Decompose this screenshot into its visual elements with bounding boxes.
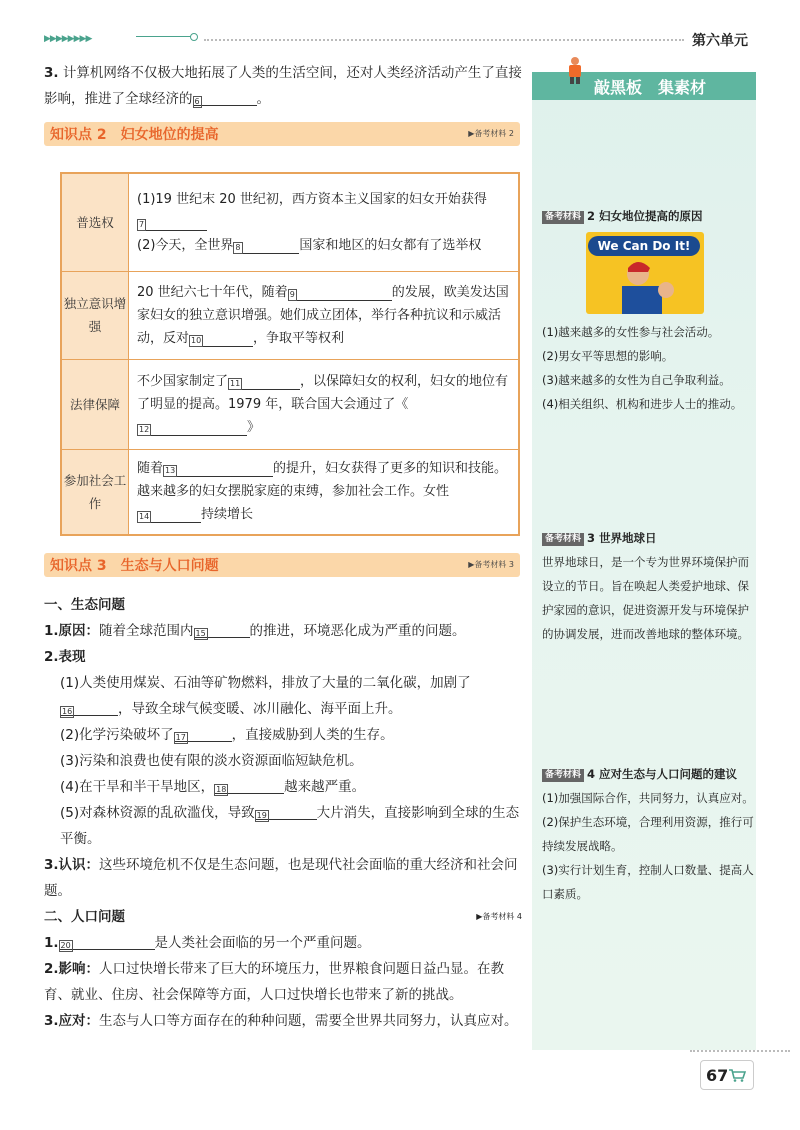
blank-17: 17 — [174, 725, 232, 742]
sidebar — [532, 72, 756, 1050]
intro-item: 3. 计算机网络不仅极大地拓展了人类的生活空间，还对人类经济活动产生了直接影响，推进了全球经济的 6 。 — [44, 65, 522, 107]
blank-15: 15 — [194, 621, 250, 638]
kp3-ref: ▶备考材料 3 — [468, 560, 514, 569]
eco-heading: 一、生态问题 — [44, 597, 125, 613]
table-row: 法律保障 不少国家制定了 11 ，以保障妇女的权利，妇女的地位有了明显的提高。1979 年，联合国大会通过了《12 》 — [61, 359, 519, 449]
blank-11: 11 — [228, 373, 300, 390]
blank-19: 19 — [255, 803, 317, 820]
cart-icon — [728, 1068, 746, 1082]
blank-12: 12 — [137, 419, 247, 436]
blank-20: 20 — [59, 933, 155, 950]
material-3: 备考材料 3 世界地球日 世界地球日，是一个专为世界环境保护而设立的节日。旨在唤起人类爱护地球、保护家园的意识，促进资源开发与环境保护的协调发展，进而改善地球的整体环境。 — [542, 531, 749, 641]
arrow-deco-icon: ▶▶▶▶▶▶▶▶ — [44, 34, 92, 44]
pop-section: 二、人口问题 ▶备考材料 4 1. 20 是人类社会面临的另一个严重问题。 2.影响：人口过快增长带来了巨大的环境压力，世界粮食问题日益凸显。在教育、就业、住房、社会保障等方面，人口过快增长也带来了新的挑战。 3.应对：生态与人口等方面存在的种种问题，需要全世界共同努力，认真应对。 — [44, 904, 522, 1034]
pop-ref: ▶备考材料 4 — [476, 912, 522, 921]
pop-heading: 二、人口问题 — [44, 909, 125, 925]
blank-10: 10 — [189, 330, 253, 347]
table-row: 参加社会工作 随着 13 的提升，妇女获得了更多的知识和技能。越来越多的妇女摆脱家庭的束缚，参加社会工作。女性14 持续增长 — [61, 449, 519, 535]
women-status-table — [60, 172, 520, 536]
row-label: 普选权 — [61, 173, 129, 271]
worker-woman-icon — [608, 258, 682, 314]
we-can-do-it-poster: We Can Do It! — [586, 232, 704, 314]
knowledge-point-2-header — [44, 122, 520, 146]
unit-title: 第六单元 — [692, 33, 748, 49]
row-label: 独立意识增强 — [61, 271, 129, 359]
sidebar-title: 敲黑板 集素材 — [594, 78, 707, 97]
row-label: 法律保障 — [61, 359, 129, 449]
blank-9: 9 — [288, 284, 392, 301]
table-row: 普选权 (1)19 世纪末 20 世纪初，西方资本主义国家的妇女开始获得7 (2)今天，全世界 8 国家和地区的妇女都有了选举权 — [61, 173, 519, 271]
blank-7: 7 — [137, 214, 207, 231]
material-4: 备考材料 4 应对生态与人口问题的建议 (1)加强国际合作，共同努力，认真应对。 (2)保护生态环境，合理利用资源，推行可持续发展战略。 (3)实行计划生育，控制人口数量、提高人口素质。 — [542, 767, 754, 901]
sidebar-header — [532, 72, 756, 100]
blank-13: 13 — [163, 460, 273, 477]
table-row: 独立意识增强 20 世纪六七十年代，随着 9 的发展，欧美发达国家妇女的独立意识增强。她们成立团体，举行各种抗议和示威活动，反对 10 ，争取平等权利 — [61, 271, 519, 359]
page-number: 67 — [706, 1066, 729, 1085]
blank-14: 14 — [137, 506, 201, 523]
blank-8: 8 — [233, 237, 299, 254]
header-decoration — [44, 33, 684, 47]
blank-6: 6 — [193, 89, 257, 106]
material-2: 备考材料 2 妇女地位提高的原因 — [542, 204, 754, 228]
material-2-items: (1)越来越多的女性参与社会活动。 (2)男女平等思想的影响。 (3)越来越多的女性为自己争取利益。 (4)相关组织、机构和进步人士的推动。 — [542, 325, 743, 411]
kp2-title: 知识点 2 妇女地位的提高 — [50, 127, 219, 143]
knowledge-point-3-header — [44, 553, 520, 577]
eco-section: 一、生态问题 1.原因：随着全球范围内 15 的推进，环境恶化成为严重的问题。 2.表现 (1)人类使用煤炭、石油等矿物燃料，排放了大量的二氧化碳，加剧了16 ，导致全球气候变暖、冰川融化、海平面上升。 (2)化学污染破坏了 17 ，直接威胁到人类的生存。 (3)污染和浪费也使有限的淡水资源面临短缺危机。 (4)在干旱和半干旱地区， 18 越来越严重。 (5)对森林资源的乱砍滥伐，导致 19 大片消失，直接影响到全球的生态平衡。 3.认识：这些环境危机不仅是生态问题，也是现代社会面临的重大经济和社会问题。 — [44, 592, 522, 904]
teacher-figure-icon — [566, 56, 584, 84]
blank-18: 18 — [214, 777, 284, 794]
blank-16: 16 — [60, 699, 118, 716]
kp3-title: 知识点 3 生态与人口问题 — [50, 558, 219, 574]
row-label: 参加社会工作 — [61, 449, 129, 535]
kp2-ref: ▶备考材料 2 — [468, 129, 514, 138]
